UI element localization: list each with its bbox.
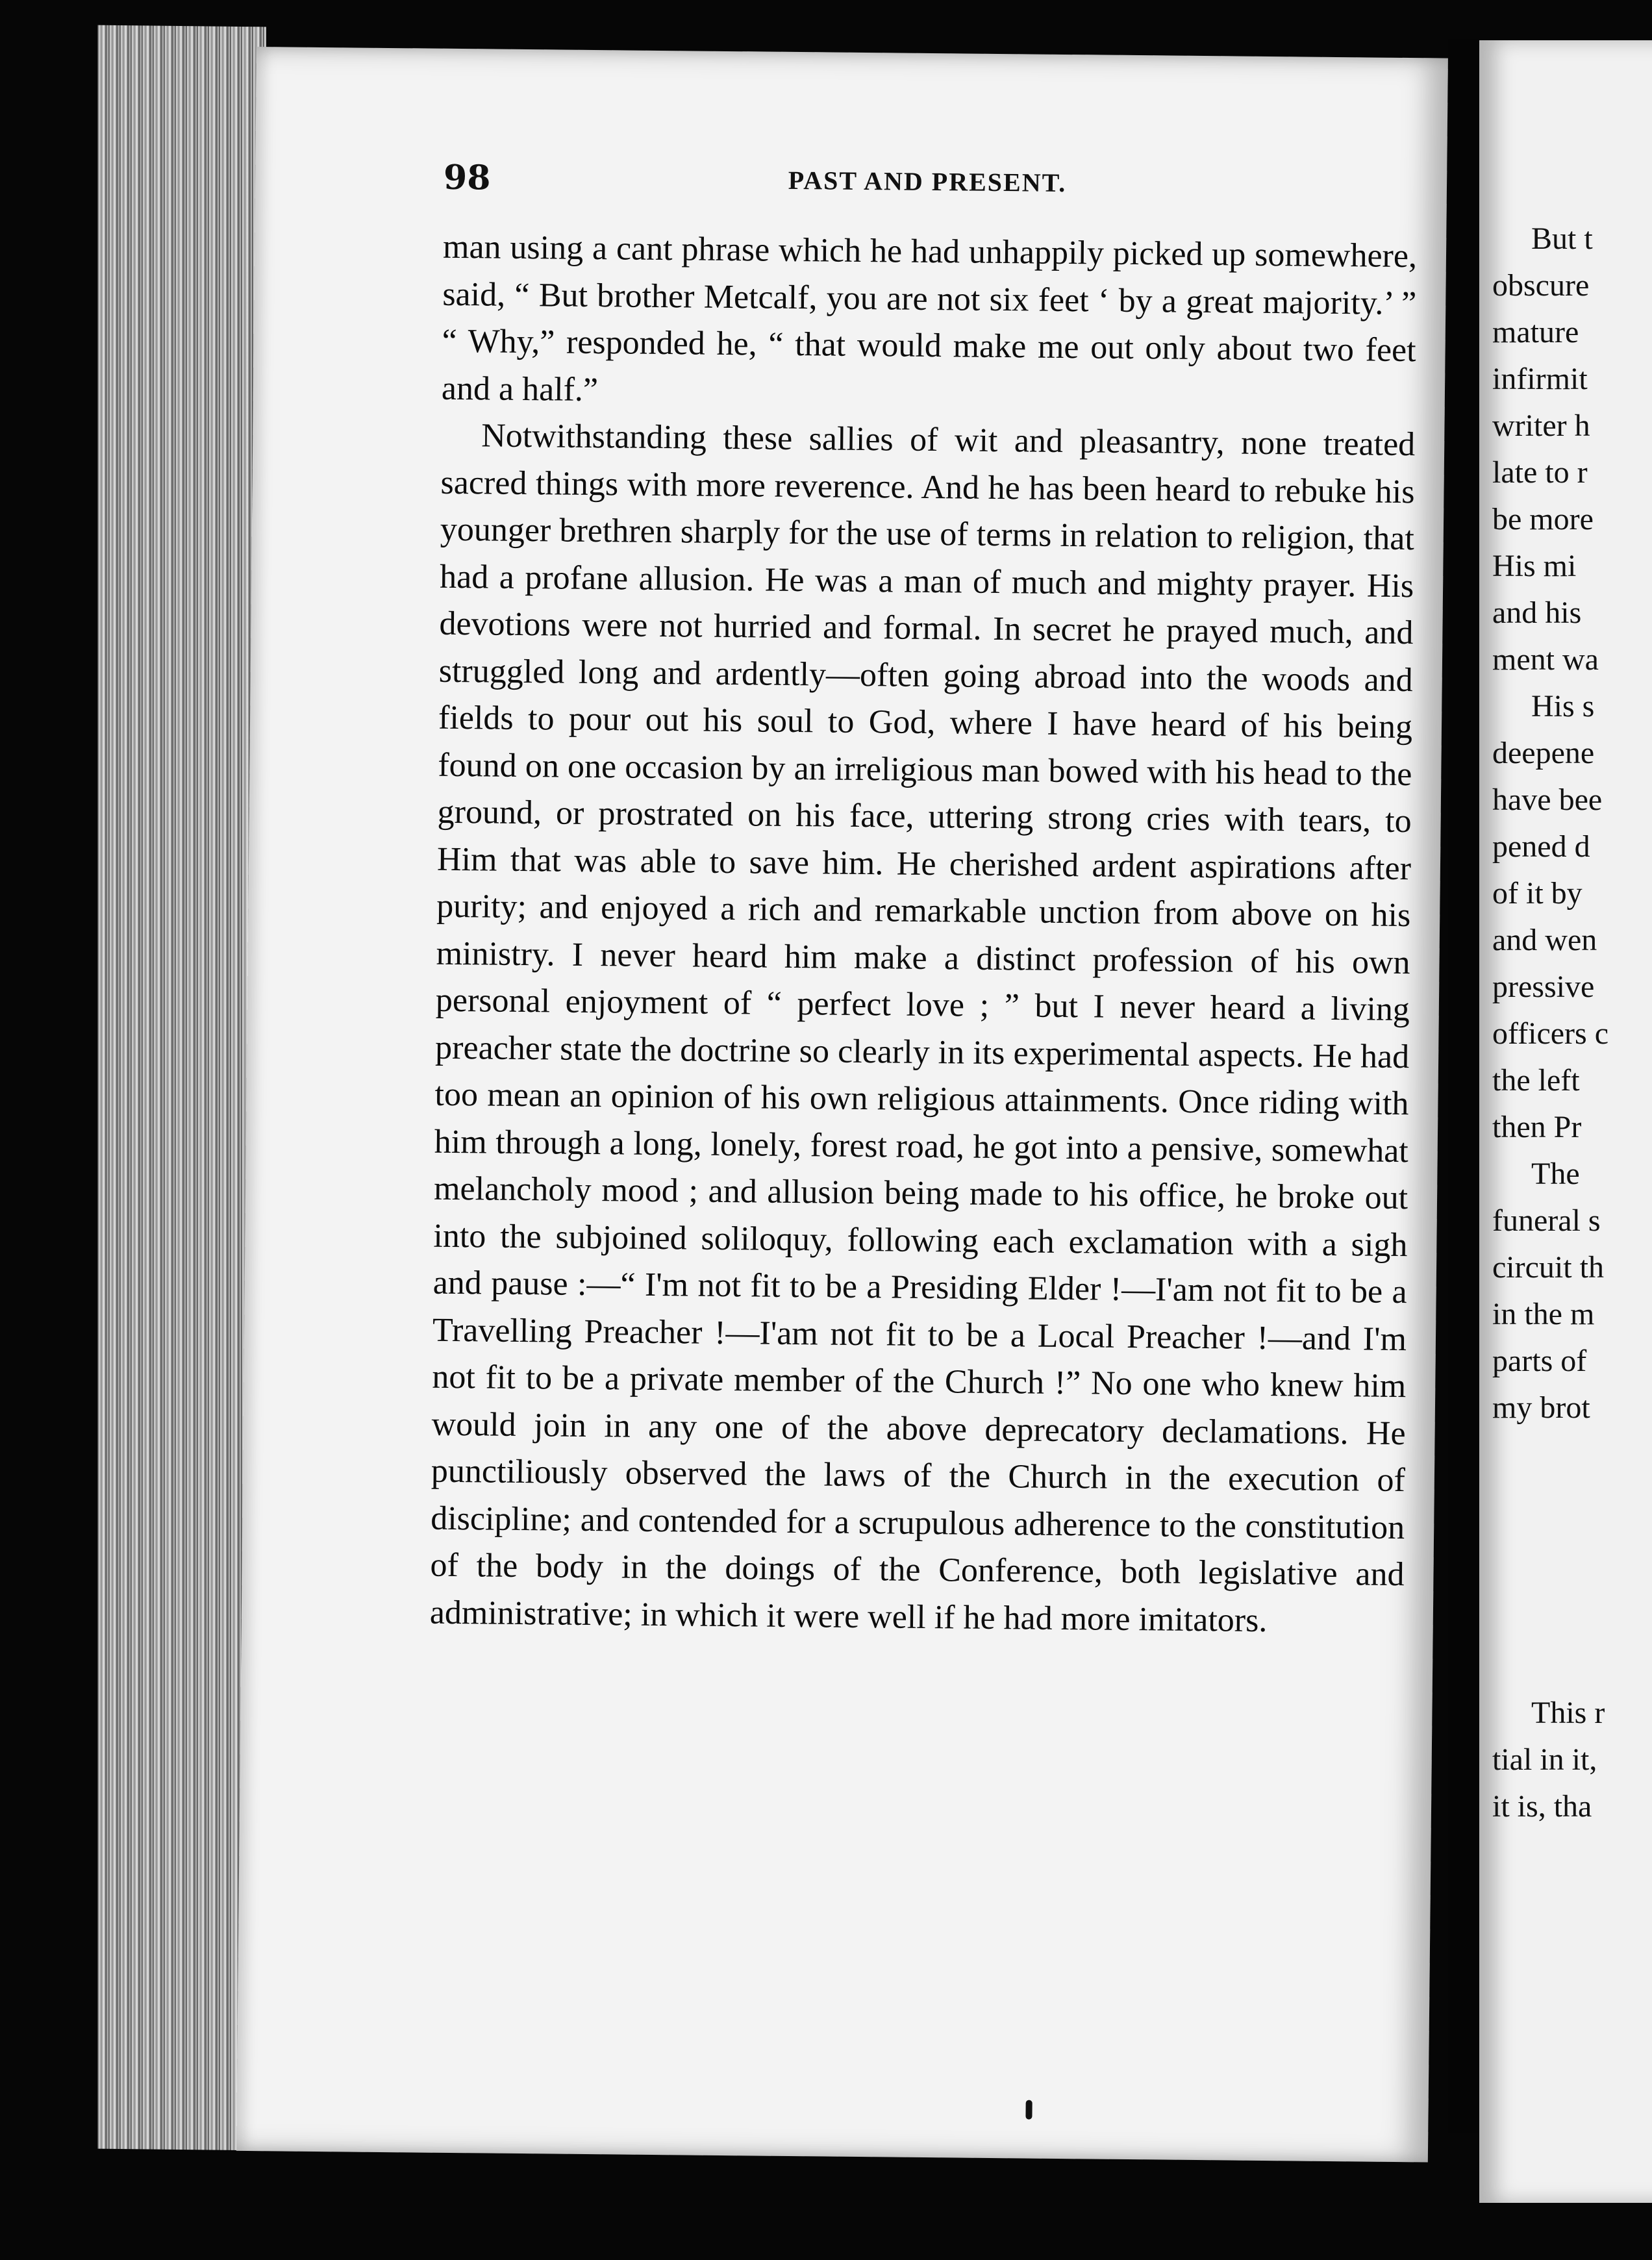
text-line: His mi [1492,549,1577,583]
text-line: infirmit [1492,362,1588,396]
text-line: my brot [1492,1390,1590,1425]
page-number: 98 [443,157,491,198]
text-line: officers c [1492,1016,1609,1051]
text-line: and his [1492,596,1582,630]
text-line: pened d [1492,829,1590,864]
text-line: pressive [1492,970,1595,1004]
text-line: then Pr [1492,1110,1582,1144]
text-line: obscure [1492,268,1590,303]
text-line: ment wa [1492,642,1599,677]
paragraph: Notwithstanding these sallies of wit and pleasantry, none treated sacred things with more reverence. And he has been heard to rebuke his younger brethren sharply for the use of terms in relation to religion, that had a profane allusion. He was a man of much and mighty prayer. His devotions were not hurried and formal. In secret he prayed much, and struggled long and ardently—often going abroad into the woods and fields to pour out his soul to God, where I have heard of his being found on one occasion by an irreligious man bowed with his head to the ground, or prostrated on his face, uttering strong cries with tears, to Him that was able to save him. He cherished ardent aspirations after purity; and enjoyed a rich and remarkable unction from above on his ministry. I never heard him make a distinct profession of his own personal enjoyment of “ perfect love ; ” but I never heard a living preacher state the doctrine so clearly in its experimental aspects. He had too mean an opinion of his own religious attainments. Once riding with him through a long, lonely, forest road, he got into a pensive, somewhat melancholy mood ; and allusion being made to his office, he broke out into the subjoined soliloquy, following each exclamation with a sigh and pause :—“ I'm not fit to be a Presiding Elder !—I'am not fit to be a Travelling Preacher !—I'am not fit to be a Local Preacher !—and I'm not fit to be a private member of the Church !” No one who knew him would join in any one of the above deprecatory declamations. He punctiliously observed the laws of the Church in the execution of discipline; and contended for a scrupulous adherence to the constitution of the body in the doings of the Conference, both legislative and administrative; in which it were well if he had more imitators. [429,417,1416,1639]
right-page-text-top [1492,216,1652,1431]
text-line: have bee [1492,783,1603,817]
text-line: funeral s [1492,1203,1601,1238]
text-line: it is, tha [1492,1789,1592,1824]
text-line: circuit th [1492,1250,1604,1285]
running-head [444,158,1412,212]
text-line: This r [1531,1696,1605,1730]
left-page [236,47,1448,2162]
text-line: The [1531,1157,1580,1191]
text-line: deepene [1492,736,1595,770]
running-head-title: PAST AND PRESENT. [788,165,1067,197]
printer-mark [1025,2100,1032,2120]
text-line: His s [1531,689,1595,723]
text-line: parts of [1492,1344,1587,1378]
paragraph: man using a cant phrase which he had unhappily picked up somewhere, said, “ But brother Metcalf, you are not six feet ‘ by a great majority.’ ” “ Why,” responded he, “ that would make me out only about two feet and a half.” [441,228,1418,408]
text-line: of it by [1492,876,1583,910]
text-line: the left [1492,1063,1580,1098]
text-line: late to r [1492,455,1588,490]
text-line: and wen [1492,923,1597,957]
text-line: in the m [1492,1297,1595,1331]
text-line: be more [1492,502,1594,536]
text-line: But t [1531,221,1593,256]
text-line: writer h [1492,408,1590,443]
text-line: mature [1492,315,1579,349]
book-gutter [1448,39,1482,2133]
right-page [1479,40,1652,2203]
text-line: tial in it, [1492,1742,1597,1777]
right-page-text-bottom [1492,1690,1652,1830]
body-text [430,224,1418,1646]
